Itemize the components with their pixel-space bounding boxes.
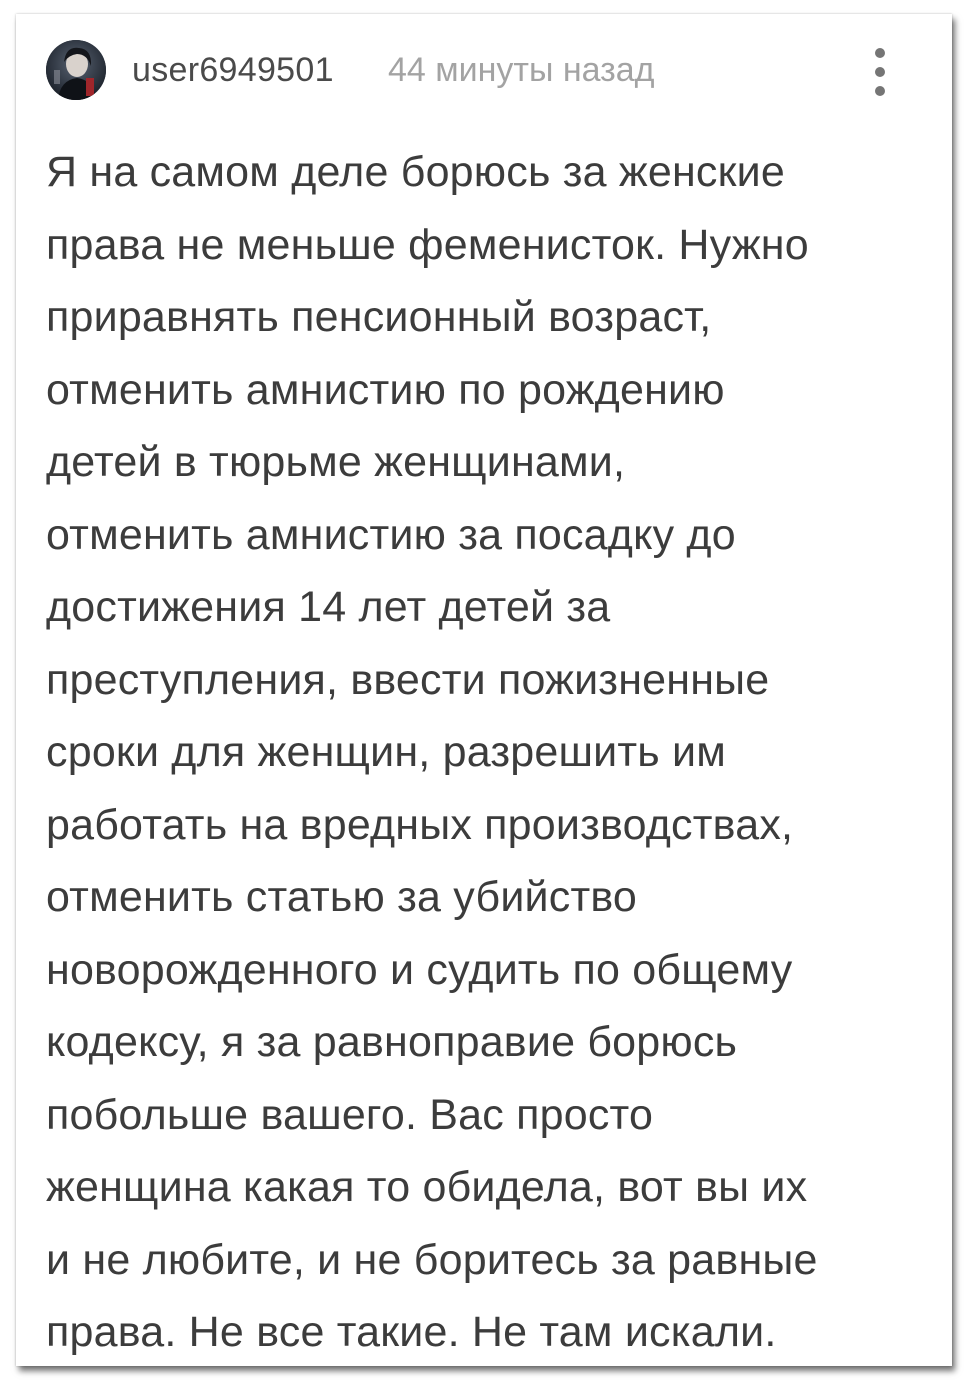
avatar[interactable] bbox=[46, 40, 106, 100]
username[interactable]: user6949501 bbox=[132, 51, 334, 89]
timestamp: 44 минуты назад bbox=[388, 51, 655, 89]
more-options-button[interactable] bbox=[866, 44, 894, 100]
comment-text: Я на самом деле борюсь за женские права не меньше феменисток. Нужно приравнять пенсионный возраст, отменить амнистию по рождению детей в тюрьме женщинами, отменить амнистию за посадку до достижения 14 лет детей за преступления, ввести пожизненные сроки для женщин, разрешить им работать на вредных производствах, отменить статью за убийство новорожденного и судить по общему кодексу, я за равноправие борюсь побольше вашего. Вас просто женщина какая то обидела, вот вы их и не любите, и не боритесь за равные права. Не все такие. Не там искали. bbox=[46, 148, 818, 1356]
comment-card bbox=[16, 14, 952, 1366]
avatar-portrait-icon bbox=[46, 40, 106, 100]
comment-header bbox=[16, 14, 952, 124]
